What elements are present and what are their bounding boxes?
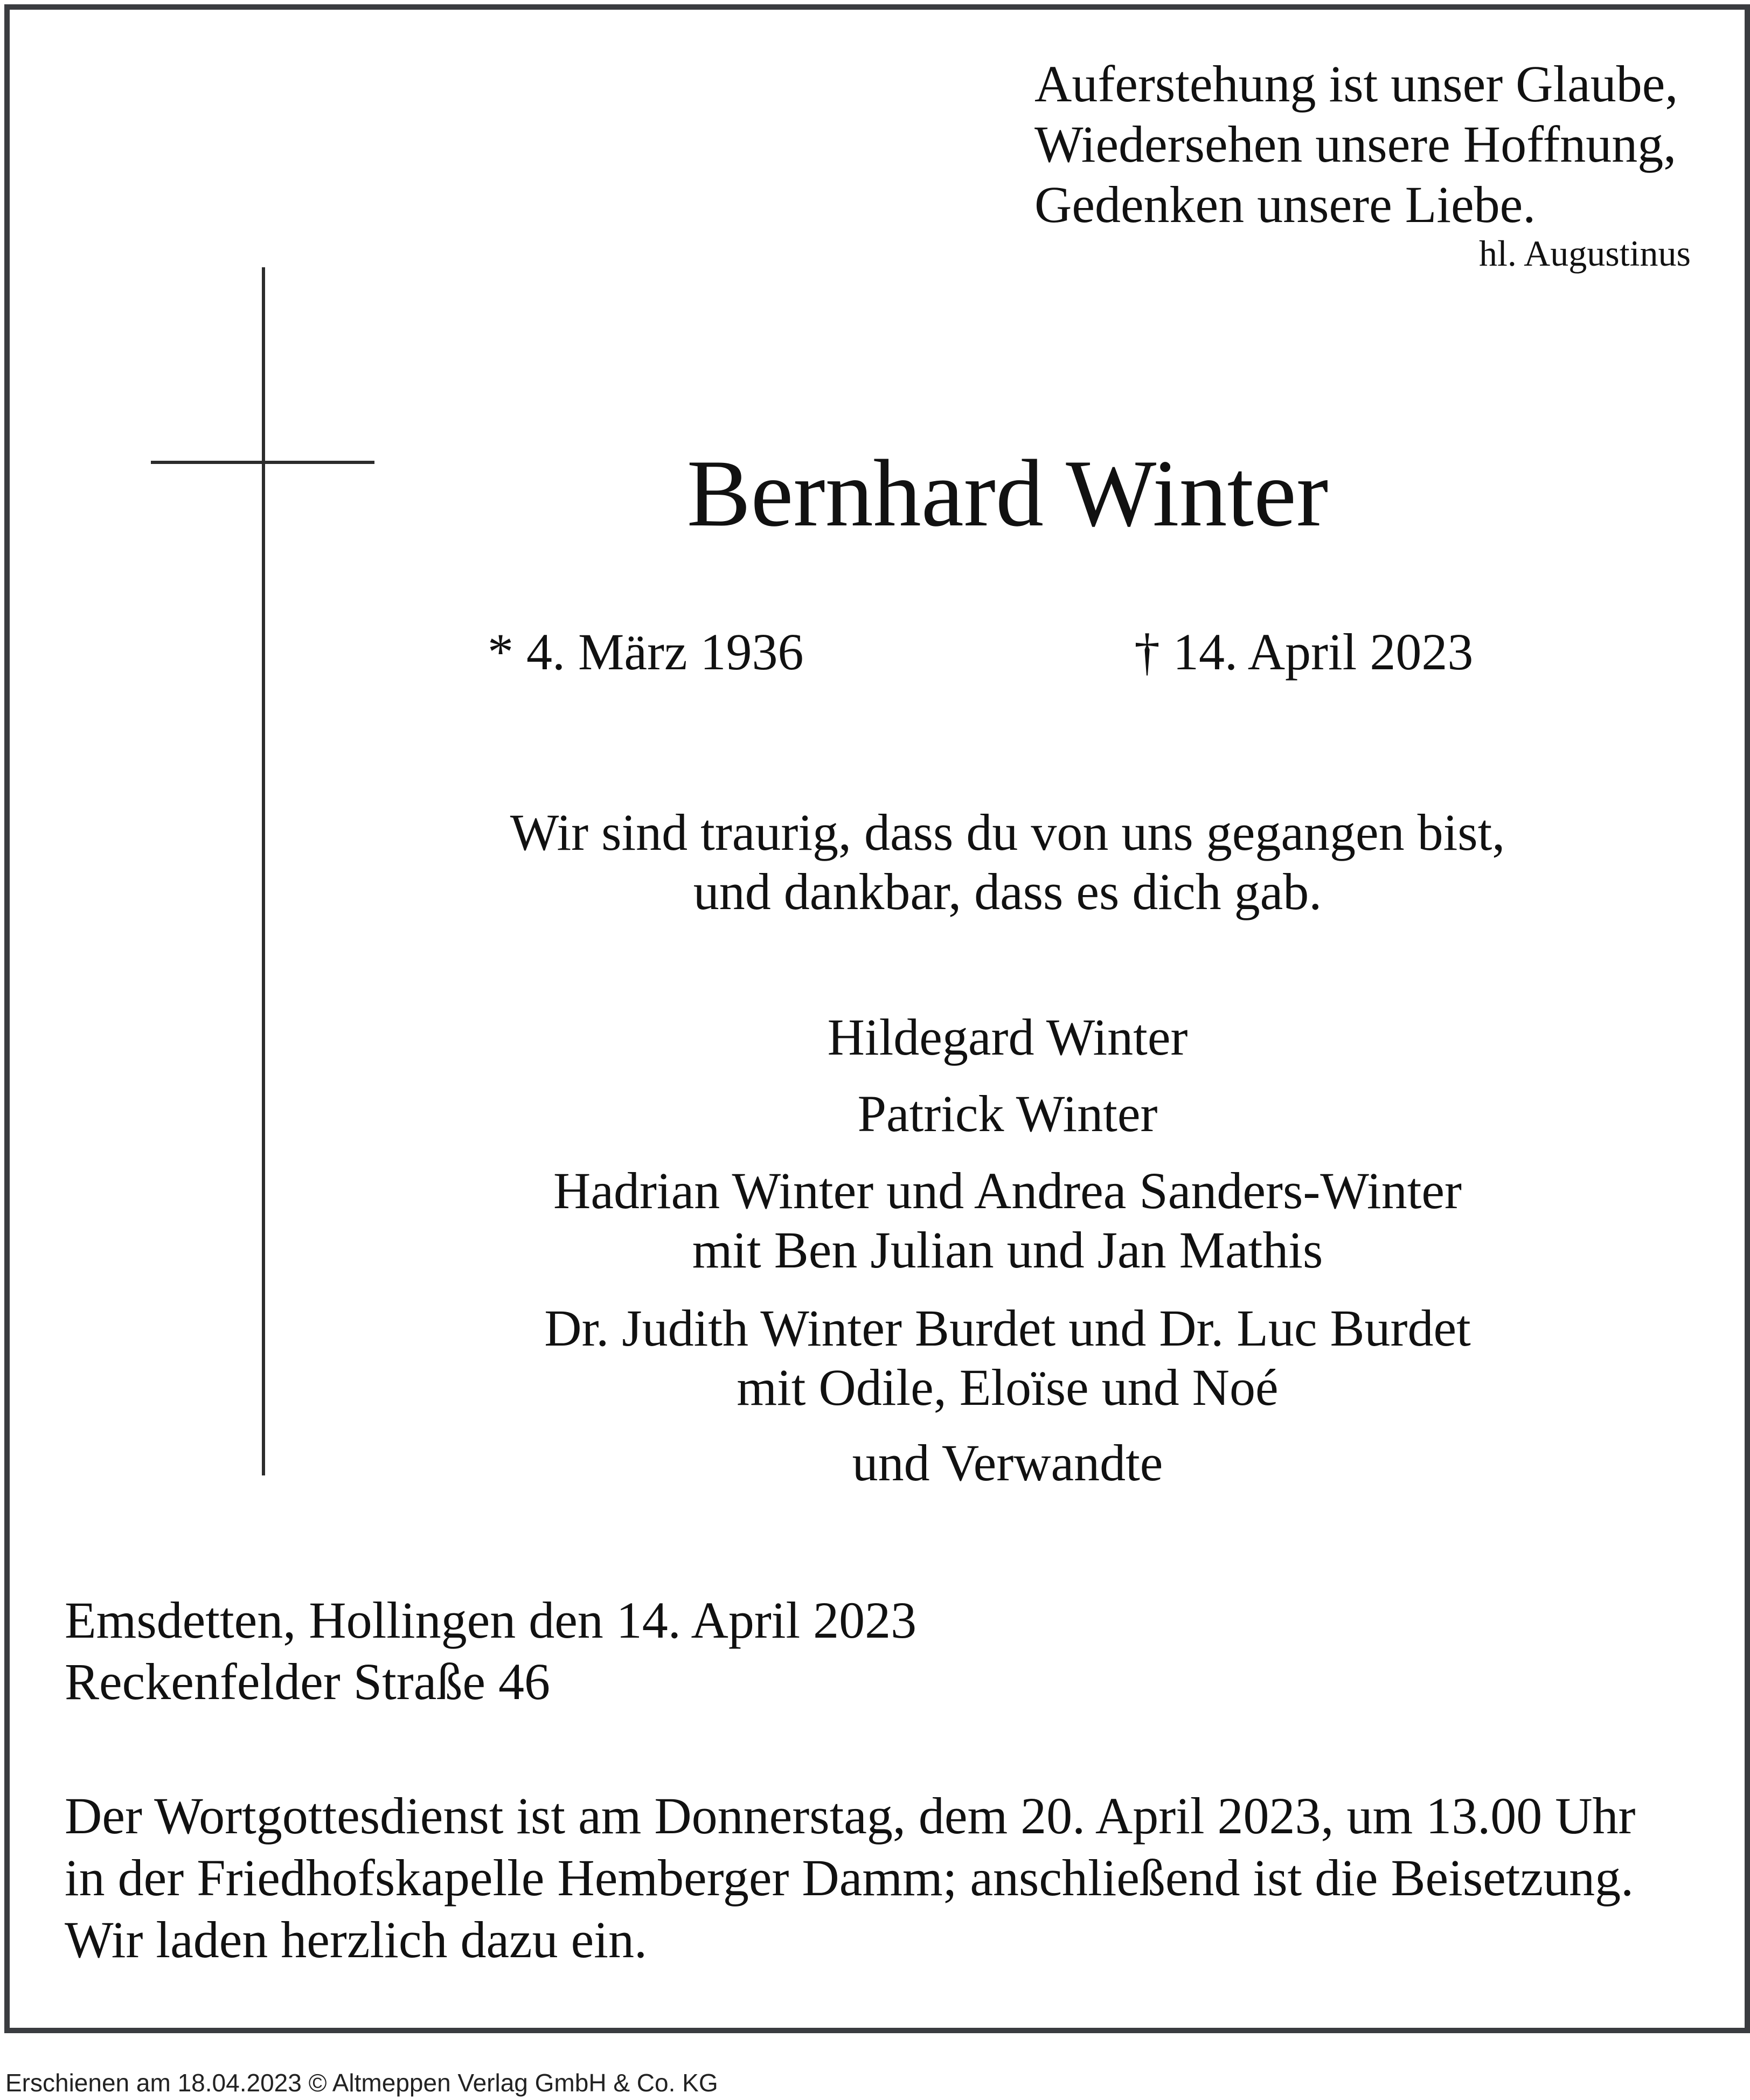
message bbox=[377, 803, 1638, 921]
service-line: in der Friedhofskapelle Hemberger Damm; anschließend ist die Beisetzung. bbox=[65, 1849, 1634, 1907]
place-date bbox=[65, 1590, 916, 1713]
quote-line: Gedenken unsere Liebe. bbox=[1034, 176, 1536, 233]
mourner-line: Patrick Winter bbox=[857, 1085, 1158, 1142]
service-line: Wir laden herzlich dazu ein. bbox=[65, 1911, 647, 1969]
mourner-line: mit Odile, Eloïse und Noé bbox=[737, 1359, 1279, 1416]
quote-line: Auferstehung ist unser Glaube, bbox=[1034, 55, 1678, 113]
mourner-group bbox=[377, 1008, 1638, 1067]
mourner-group bbox=[377, 1161, 1638, 1280]
death-date: † 14. April 2023 bbox=[1134, 623, 1474, 681]
service-info bbox=[65, 1785, 1703, 1971]
mourner-line: mit Ben Julian und Jan Mathis bbox=[692, 1221, 1323, 1279]
mourner-line: und Verwandte bbox=[852, 1434, 1163, 1492]
mourner-group bbox=[377, 1084, 1638, 1143]
service-line: Der Wortgottesdienst ist am Donnerstag, dem 20. April 2023, um 13.00 Uhr bbox=[65, 1787, 1636, 1845]
message-line: und dankbar, dass es dich gab. bbox=[693, 863, 1322, 920]
cross-icon-vertical bbox=[262, 267, 265, 1475]
publication-footer: Erschienen am 18.04.2023 © Altmeppen Verlag GmbH & Co. KG bbox=[5, 2069, 718, 2097]
mourner-line: Dr. Judith Winter Burdet und Dr. Luc Burdet bbox=[544, 1299, 1471, 1357]
address-line: Reckenfelder Straße 46 bbox=[65, 1653, 550, 1710]
mourner-group bbox=[377, 1299, 1638, 1417]
quote bbox=[1034, 54, 1692, 235]
cross-icon-horizontal bbox=[151, 461, 374, 464]
quote-source: hl. Augustinus bbox=[1479, 233, 1691, 274]
place-line: Emsdetten, Hollingen den 14. April 2023 bbox=[65, 1591, 917, 1649]
message-line: Wir sind traurig, dass du von uns gegangen bist, bbox=[510, 803, 1505, 861]
mourner-line: Hadrian Winter und Andrea Sanders-Winter bbox=[553, 1162, 1462, 1219]
birth-date: * 4. März 1936 bbox=[488, 623, 804, 681]
mourner-line: Hildegard Winter bbox=[827, 1008, 1188, 1066]
quote-line: Wiedersehen unsere Hoffnung, bbox=[1034, 115, 1677, 173]
deceased-name: Bernhard Winter bbox=[686, 440, 1329, 546]
mourner-group bbox=[377, 1433, 1638, 1493]
